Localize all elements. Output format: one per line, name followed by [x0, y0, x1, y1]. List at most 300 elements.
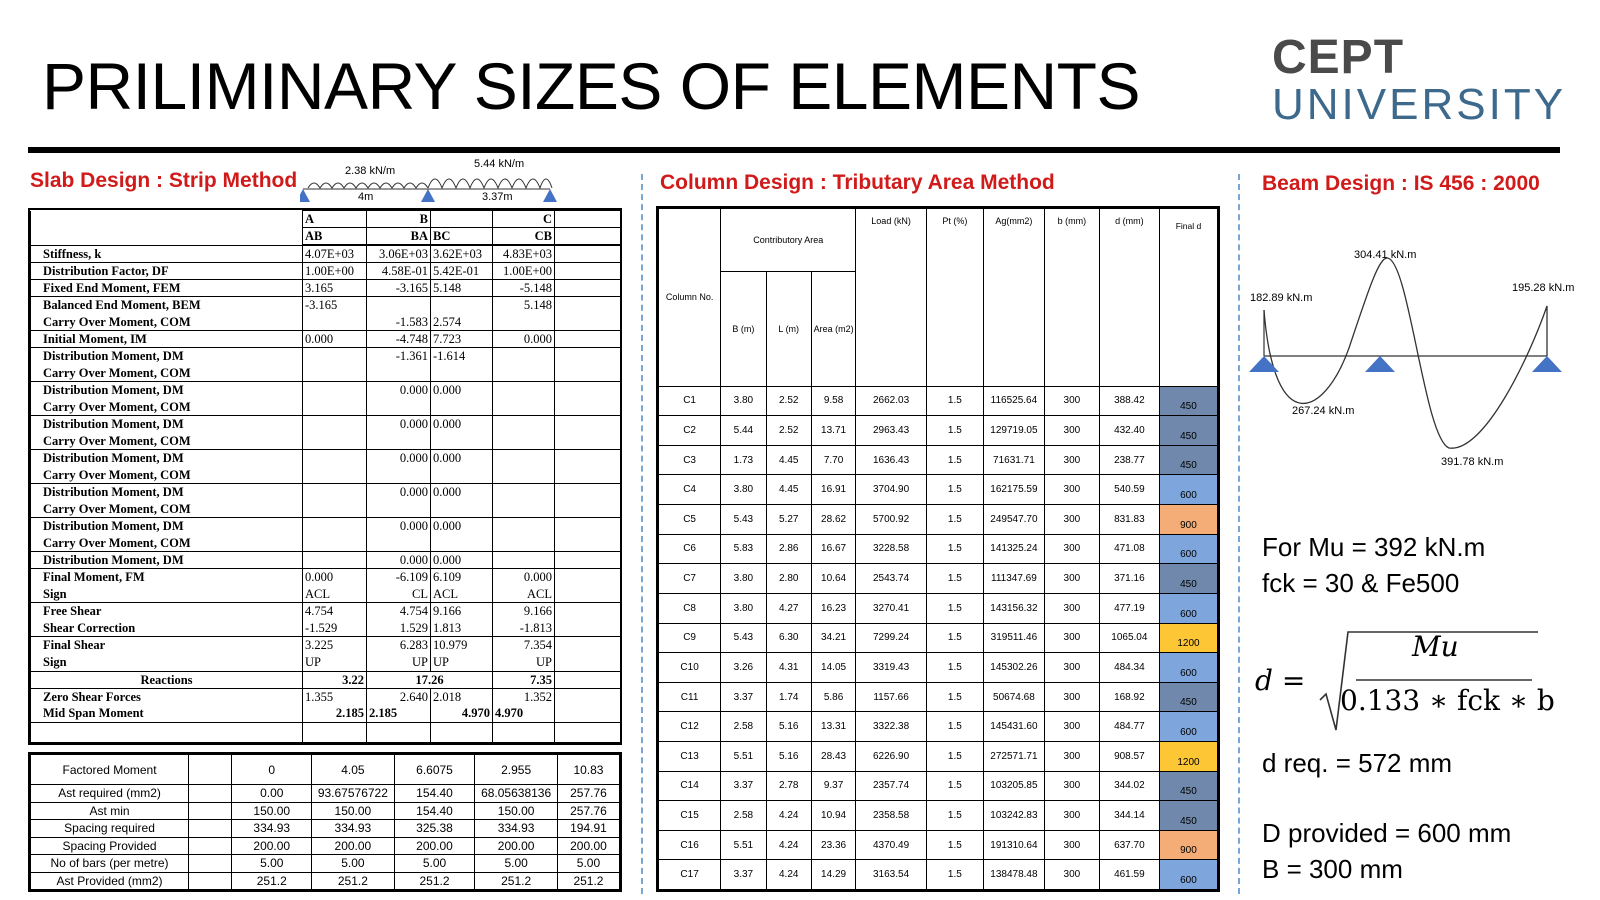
equation-denominator: 0.133 ∗ fck ∗ b: [1340, 684, 1555, 717]
column-cell: 10.94: [811, 801, 855, 831]
slab-row: [31, 603, 621, 620]
steel-row: [31, 820, 620, 838]
column-id: C15: [659, 801, 721, 831]
column-cell: 111347.69: [983, 564, 1044, 594]
slab-cell: -3.165: [303, 297, 367, 314]
slab-cell: 2.574: [431, 314, 493, 331]
slab-cell: [493, 382, 555, 399]
joint-c: C: [493, 211, 555, 228]
slab-cell: [431, 399, 493, 416]
column-cell: 3704.90: [856, 475, 927, 505]
materials-text: fck = 30 & Fe500: [1262, 568, 1460, 598]
steel-cell: 251.2: [394, 872, 475, 890]
final-d-cell: 450: [1159, 564, 1217, 594]
column-row: [659, 623, 1218, 653]
col-header-load: Load (kN): [856, 209, 927, 272]
column-cell: 5.43: [721, 505, 766, 535]
slab-cell: 3.06E+03: [367, 246, 431, 263]
slab-cell: 0.000: [367, 450, 431, 467]
slab-cell: 9.166: [431, 603, 493, 620]
for-mu-text: For Mu = 392 kN.m: [1262, 532, 1486, 562]
final-d-cell: 600: [1159, 653, 1217, 683]
slab-row: [31, 297, 621, 314]
column-cell: 371.16: [1099, 564, 1159, 594]
mid-span-4: 4.970: [493, 705, 555, 722]
column-cell: 300: [1044, 386, 1099, 416]
slab-row-label: Carry Over Moment, COM: [31, 399, 303, 416]
column-id: C16: [659, 830, 721, 860]
slab-row: [31, 484, 621, 501]
column-id: C12: [659, 712, 721, 742]
slab-row-label: Carry Over Moment, COM: [31, 501, 303, 518]
moment-label-first-sag: 267.24 kN.m: [1292, 405, 1355, 417]
column-id: C1: [659, 386, 721, 416]
column-cell: 300: [1044, 475, 1099, 505]
slab-row: [31, 246, 621, 263]
column-id: C14: [659, 771, 721, 801]
final-d-cell: 450: [1159, 682, 1217, 712]
column-cell: 1.5: [926, 653, 983, 683]
slab-cell: 0.000: [367, 484, 431, 501]
column-cell: 6.30: [766, 623, 811, 653]
column-cell: 3.37: [721, 860, 766, 890]
slab-cell: 5.148: [493, 297, 555, 314]
b-value-text: B = 300 mm: [1262, 854, 1403, 884]
slab-cell: [493, 314, 555, 331]
slab-cell: [493, 365, 555, 382]
slab-cell: 0.000: [367, 518, 431, 535]
zero-shear-3: 2.018: [431, 688, 493, 705]
slab-cell: 0.000: [367, 382, 431, 399]
steel-row-label: Ast Provided (mm2): [31, 872, 189, 890]
slab-cell: [303, 399, 367, 416]
reaction-c: 7.35: [493, 671, 555, 688]
column-cell: 145431.60: [983, 712, 1044, 742]
member-cb: CB: [493, 228, 555, 245]
column-cell: 16.91: [811, 475, 855, 505]
slab-cell: 0.000: [431, 450, 493, 467]
slab-cell: 0.000: [431, 484, 493, 501]
column-cell: 3.80: [721, 593, 766, 623]
col-header-final: Final d: [1159, 209, 1217, 272]
header-divider: [28, 147, 1560, 153]
col-header-bm: B (m): [721, 272, 766, 386]
zero-shear-label: Zero Shear Forces: [31, 688, 303, 705]
column-cell: 4.27: [766, 593, 811, 623]
slab-cell: -3.165: [367, 280, 431, 297]
slab-row-label: Distribution Moment, DM: [31, 382, 303, 399]
column-id: C17: [659, 860, 721, 890]
udl-left: [308, 183, 428, 188]
column-cell: 4.24: [766, 830, 811, 860]
slab-row: [31, 263, 621, 280]
steel-cell: 257.76: [557, 785, 619, 803]
slab-cell: [493, 501, 555, 518]
slab-row-label: Distribution Moment, DM: [31, 484, 303, 501]
slab-cell: 4.58E-01: [367, 263, 431, 280]
slab-cell: ACL: [493, 586, 555, 603]
column-row: [659, 475, 1218, 505]
column-cell: 3.26: [721, 653, 766, 683]
beam-support-mid: [1365, 356, 1395, 372]
steel-cell: 5.00: [232, 855, 312, 873]
column-cell: 300: [1044, 801, 1099, 831]
column-id: C7: [659, 564, 721, 594]
steel-cell: 5.00: [312, 855, 395, 873]
column-cell: 9.37: [811, 771, 855, 801]
column-cell: 637.70: [1099, 830, 1159, 860]
column-cell: 300: [1044, 564, 1099, 594]
slab-cell: [493, 348, 555, 365]
slab-cell: 0.000: [367, 416, 431, 433]
slab-cell: [493, 433, 555, 450]
slab-row: [31, 416, 621, 433]
steel-row-label: Ast min: [31, 802, 189, 820]
steel-row: [31, 837, 620, 855]
column-cell: 1.5: [926, 830, 983, 860]
moment-distribution-table: [28, 208, 622, 745]
slab-row-label: Distribution Moment, DM: [31, 518, 303, 535]
slab-row-label: Sign: [31, 654, 303, 671]
column-cell: 4.45: [766, 445, 811, 475]
column-cell: 5.43: [721, 623, 766, 653]
column-cell: 28.62: [811, 505, 855, 535]
column-cell: 3.37: [721, 771, 766, 801]
slab-row-label: Final Moment, FM: [31, 569, 303, 586]
column-cell: 168.92: [1099, 682, 1159, 712]
span-label-left: 4m: [358, 191, 374, 203]
column-row: [659, 505, 1218, 535]
column-cell: 1.5: [926, 623, 983, 653]
slab-cell: 1.529: [367, 620, 431, 637]
moment-label-peak: 304.41 kN.m: [1354, 249, 1417, 261]
slab-cell: -1.361: [367, 348, 431, 365]
moment-label-left: 182.89 kN.m: [1250, 292, 1313, 304]
final-d-cell: 600: [1159, 712, 1217, 742]
column-cell: 1.5: [926, 475, 983, 505]
column-cell: 138478.48: [983, 860, 1044, 890]
column-cell: 484.77: [1099, 712, 1159, 742]
moment-label-second-sag: 391.78 kN.m: [1441, 456, 1504, 468]
column-id: C2: [659, 416, 721, 446]
slab-cell: [303, 467, 367, 484]
moment-label-right: 195.28 kN.m: [1512, 282, 1575, 294]
slab-cell: 0.000: [303, 569, 367, 586]
column-cell: 300: [1044, 623, 1099, 653]
column-cell: 300: [1044, 445, 1099, 475]
column-cell: 300: [1044, 741, 1099, 771]
slab-row: [31, 331, 621, 348]
span-label-right: 3.37m: [482, 191, 513, 203]
steel-cell: 325.38: [394, 820, 475, 838]
load-label-right: 5.44 kN/m: [474, 158, 525, 170]
slab-cell: 4.83E+03: [493, 246, 555, 263]
slab-cell: [367, 297, 431, 314]
column-cell: 1.5: [926, 593, 983, 623]
column-cell: 461.59: [1099, 860, 1159, 890]
column-cell: 300: [1044, 830, 1099, 860]
slab-cell: 6.283: [367, 637, 431, 654]
column-cell: 1.5: [926, 564, 983, 594]
beam-support-right: [1532, 356, 1562, 372]
reaction-b: 17.26: [367, 671, 493, 688]
slab-cell: [303, 484, 367, 501]
slab-cell: UP: [493, 654, 555, 671]
column-design-table: [656, 206, 1220, 892]
column-row: [659, 386, 1218, 416]
column-cell: 272571.71: [983, 741, 1044, 771]
column-cell: 1.5: [926, 771, 983, 801]
col-header-col-no: Column No.: [659, 209, 721, 387]
column-id: C4: [659, 475, 721, 505]
mid-span-1: 2.185: [303, 705, 367, 722]
slab-row-label: Fixed End Moment, FEM: [31, 280, 303, 297]
column-cell: 1636.43: [856, 445, 927, 475]
slab-cell: 7.354: [493, 637, 555, 654]
column-cell: 1.5: [926, 801, 983, 831]
steel-row-label: Factored Moment: [31, 755, 189, 785]
slab-cell: -5.148: [493, 280, 555, 297]
column-cell: 1.73: [721, 445, 766, 475]
slab-cell: 3.165: [303, 280, 367, 297]
slab-cell: [303, 518, 367, 535]
steel-cell: 200.00: [312, 837, 395, 855]
slab-row: [31, 654, 621, 671]
support-c: [543, 189, 557, 202]
column-cell: 484.34: [1099, 653, 1159, 683]
column-row: [659, 771, 1218, 801]
steel-cell: 200.00: [394, 837, 475, 855]
column-cell: 129719.05: [983, 416, 1044, 446]
slab-cell: 5.148: [431, 280, 493, 297]
column-cell: 5.86: [811, 682, 855, 712]
steel-cell: 200.00: [232, 837, 312, 855]
slab-cell: UP: [431, 654, 493, 671]
beam-support-left: [1249, 356, 1279, 372]
slab-cell: 0.000: [431, 518, 493, 535]
slab-cell: 10.979: [431, 637, 493, 654]
column-cell: 4.24: [766, 801, 811, 831]
slab-row-label: Carry Over Moment, COM: [31, 365, 303, 382]
slab-cell: [431, 467, 493, 484]
joint-b: B: [367, 211, 431, 228]
slab-row: [31, 586, 621, 603]
d-required-text: d req. = 572 mm: [1262, 748, 1453, 778]
column-cell: 4370.49: [856, 830, 927, 860]
column-row: [659, 653, 1218, 683]
reactions-label: Reactions: [31, 671, 303, 688]
column-cell: 5.51: [721, 830, 766, 860]
column-row: [659, 741, 1218, 771]
column-row: [659, 830, 1218, 860]
column-cell: 1065.04: [1099, 623, 1159, 653]
steel-cell: 6.6075: [394, 755, 475, 785]
slab-cell: 5.42E-01: [431, 263, 493, 280]
column-cell: 831.83: [1099, 505, 1159, 535]
column-id: C9: [659, 623, 721, 653]
slab-cell: [367, 433, 431, 450]
column-cell: 300: [1044, 505, 1099, 535]
slab-cell: CL: [367, 586, 431, 603]
slab-row: [31, 399, 621, 416]
steel-row: [31, 755, 620, 785]
slab-cell: 4.754: [367, 603, 431, 620]
slab-cell: 1.00E+00: [493, 263, 555, 280]
column-cell: 432.40: [1099, 416, 1159, 446]
column-id: C8: [659, 593, 721, 623]
slab-row: [31, 382, 621, 399]
col-header-lm: L (m): [766, 272, 811, 386]
steel-cell: 0: [232, 755, 312, 785]
column-cell: 5.16: [766, 741, 811, 771]
final-d-cell: 1200: [1159, 741, 1217, 771]
column-cell: 1.5: [926, 741, 983, 771]
slab-cell: -4.748: [367, 331, 431, 348]
steel-cell: 251.2: [312, 872, 395, 890]
d-provided-text: D provided = 600 mm: [1262, 818, 1512, 848]
slab-cell: [431, 433, 493, 450]
member-ab: AB: [303, 228, 367, 245]
section-divider-1: [641, 174, 643, 894]
slab-cell: 0.000: [493, 331, 555, 348]
column-cell: 1.5: [926, 416, 983, 446]
zero-shear-2: 2.640: [367, 688, 431, 705]
column-cell: 4.24: [766, 860, 811, 890]
column-cell: 300: [1044, 712, 1099, 742]
column-row: [659, 534, 1218, 564]
slab-cell: [367, 399, 431, 416]
slab-load-diagram: [300, 156, 572, 210]
column-cell: 14.29: [811, 860, 855, 890]
steel-row-label: Spacing required: [31, 820, 189, 838]
final-d-cell: 450: [1159, 386, 1217, 416]
slab-cell: UP: [367, 654, 431, 671]
column-id: C10: [659, 653, 721, 683]
steel-cell: 10.83: [557, 755, 619, 785]
slab-row-label: Distribution Moment, DM: [31, 416, 303, 433]
slab-cell: 1.813: [431, 620, 493, 637]
slab-cell: [303, 535, 367, 552]
slab-row-label: Carry Over Moment, COM: [31, 535, 303, 552]
final-d-cell: 600: [1159, 593, 1217, 623]
column-cell: 1.5: [926, 386, 983, 416]
column-id: C6: [659, 534, 721, 564]
final-d-cell: 600: [1159, 860, 1217, 890]
column-row: [659, 801, 1218, 831]
final-d-cell: 1200: [1159, 623, 1217, 653]
column-cell: 249547.70: [983, 505, 1044, 535]
steel-cell: 200.00: [475, 837, 558, 855]
slab-cell: ACL: [303, 586, 367, 603]
col-header-area: Area (m2): [811, 272, 855, 386]
slab-cell: 0.000: [303, 331, 367, 348]
slab-row-label: Free Shear: [31, 603, 303, 620]
column-cell: 2.58: [721, 801, 766, 831]
logo-line-2: UNIVERSITY: [1272, 80, 1567, 129]
slab-cell: 0.000: [431, 552, 493, 569]
column-cell: 3.37: [721, 682, 766, 712]
slab-row-label: Sign: [31, 586, 303, 603]
slab-cell: [303, 433, 367, 450]
column-cell: 344.14: [1099, 801, 1159, 831]
slab-cell: 3.225: [303, 637, 367, 654]
slab-cell: [493, 450, 555, 467]
col-header-contributory: Contributory Area: [721, 209, 856, 272]
steel-row-label: Ast required (mm2): [31, 785, 189, 803]
slab-cell: [303, 450, 367, 467]
column-cell: 2662.03: [856, 386, 927, 416]
column-cell: 5.16: [766, 712, 811, 742]
column-cell: 3.80: [721, 564, 766, 594]
column-row: [659, 593, 1218, 623]
column-cell: 3.80: [721, 386, 766, 416]
final-d-cell: 600: [1159, 534, 1217, 564]
slab-cell: [303, 552, 367, 569]
slab-cell: UP: [303, 654, 367, 671]
slab-cell: [493, 416, 555, 433]
steel-cell: 334.93: [232, 820, 312, 838]
slab-row: [31, 280, 621, 297]
slab-row: [31, 535, 621, 552]
column-cell: 16.67: [811, 534, 855, 564]
slab-row: [31, 433, 621, 450]
slab-row-label: Carry Over Moment, COM: [31, 433, 303, 450]
final-d-cell: 450: [1159, 445, 1217, 475]
column-cell: 388.42: [1099, 386, 1159, 416]
column-cell: 477.19: [1099, 593, 1159, 623]
column-cell: 50674.68: [983, 682, 1044, 712]
column-cell: 5700.92: [856, 505, 927, 535]
slab-cell: -1.583: [367, 314, 431, 331]
slab-cell: [367, 501, 431, 518]
column-cell: 3163.54: [856, 860, 927, 890]
slab-cell: [303, 365, 367, 382]
steel-cell: 0.00: [232, 785, 312, 803]
logo-line-1: CEPT: [1272, 31, 1405, 84]
column-cell: 2.80: [766, 564, 811, 594]
slab-cell: [493, 535, 555, 552]
slab-cell: 0.000: [431, 416, 493, 433]
member-bc: BC: [431, 228, 493, 245]
column-cell: 143156.32: [983, 593, 1044, 623]
column-cell: 145302.26: [983, 653, 1044, 683]
column-cell: 23.36: [811, 830, 855, 860]
column-cell: 13.71: [811, 416, 855, 446]
slab-cell: [493, 552, 555, 569]
slab-cell: 0.000: [367, 552, 431, 569]
load-label-left: 2.38 kN/m: [345, 165, 396, 177]
column-cell: 4.45: [766, 475, 811, 505]
beam-section-title: Beam Design : IS 456 : 2000: [1262, 172, 1540, 195]
slab-cell: [303, 348, 367, 365]
column-section-title: Column Design : Tributary Area Method: [660, 171, 1055, 194]
slab-row: [31, 314, 621, 331]
slab-cell: [303, 501, 367, 518]
column-cell: 1157.66: [856, 682, 927, 712]
column-cell: 2963.43: [856, 416, 927, 446]
column-row: [659, 564, 1218, 594]
column-cell: 238.77: [1099, 445, 1159, 475]
column-cell: 3228.58: [856, 534, 927, 564]
equation-lhs: d =: [1255, 664, 1306, 697]
column-cell: 3.80: [721, 475, 766, 505]
column-cell: 5.44: [721, 416, 766, 446]
column-cell: 5.27: [766, 505, 811, 535]
column-cell: 300: [1044, 682, 1099, 712]
steel-row-label: Spacing Provided: [31, 837, 189, 855]
slab-cell: 4.07E+03: [303, 246, 367, 263]
slab-row-label: Stiffness, k: [31, 246, 303, 263]
